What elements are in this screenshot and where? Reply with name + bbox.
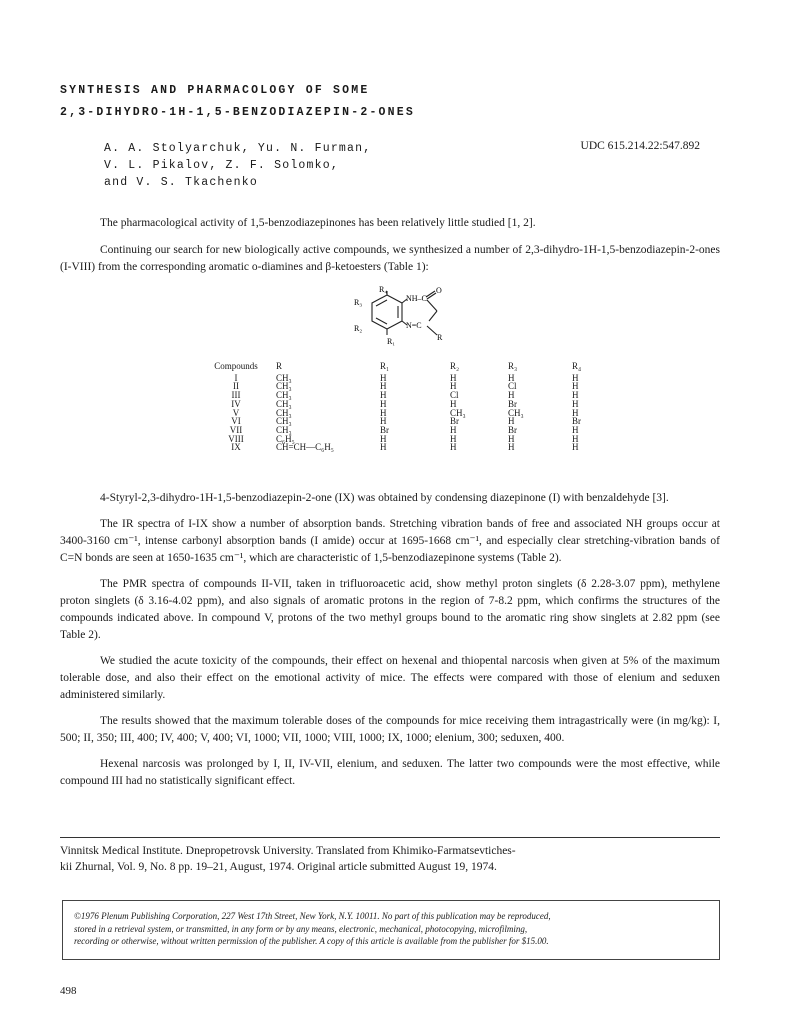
paragraph-8: Hexenal narcosis was prolonged by I, II, IV-VII, elenium, and seduxen. The latter two compounds were the most effective, while compound III had no statistically significant effect. [60, 758, 720, 787]
table-cell: H [380, 372, 387, 383]
table-cell: H [380, 416, 387, 427]
table-cell: H [380, 442, 387, 453]
table-cell: II [233, 381, 239, 392]
paragraph-4: The IR spectra of I-IX show a number of absorption bands. Stretching vibration bands of free and associated NH groups occur at 3400-3160 cm⁻¹, intense carbonyl absorption bands (I amide) occur at 1695-1668 cm⁻¹, and especially clear stretching-vibration bands of C=N bonds are seen at 1650-1635 cm⁻¹, which are characteristic of 1,5-benzodiazepinone systems (Table 2). [60, 518, 720, 564]
table-header: R₁ [380, 361, 390, 371]
author-line-2: V. L. Pikalov, Z. F. Solomko, [104, 159, 339, 172]
page-number: 498 [60, 985, 77, 997]
benzodiazepinone-structure [345, 283, 485, 347]
table-cell: IX [231, 442, 241, 453]
table-cell: H [380, 398, 387, 409]
table-cell: III [231, 390, 241, 401]
nh-label: NH–C [406, 294, 427, 303]
table-row [196, 382, 602, 391]
table-header: R₃ [508, 361, 518, 371]
table-cell: H [450, 442, 457, 453]
r2-label: R₂ [354, 324, 363, 333]
table-row [196, 409, 602, 418]
table-cell: CH₃ [276, 407, 292, 418]
table-row [196, 417, 602, 426]
table-row [196, 426, 602, 435]
table-cell: C₆H₅ [276, 433, 295, 444]
table-cell: H [572, 407, 579, 418]
table-cell: Br [380, 424, 389, 435]
table-cell: H [380, 390, 387, 401]
table-cell: H [450, 424, 457, 435]
paragraph-7: The results showed that the maximum tolerable doses of the compounds for mice receiving them intragastrically were (in mg/kg): I, 500; II, 350; III, 400; IV, 400; V, 400; VI, 1000; VII, 1000; VIII, 1000; IX, 1000; elenium, 300; seduxen, 400. [60, 715, 720, 744]
table-cell: H [572, 433, 579, 444]
table-cell: H [572, 381, 579, 392]
table-cell: Br [450, 416, 459, 427]
table-header: R [276, 361, 283, 371]
paragraph-6: We studied the acute toxicity of the compounds, their effect on hexenal and thiopental narcosis when given at 5% of the maximum tolerable dose, and also their effect on the emotional activity of mice. The effects were compared with those of elenium and seduxen administered similarly. [60, 655, 720, 701]
r3-label: R₃ [354, 298, 363, 307]
copyright-line-3: recording or otherwise, without written permission of the publisher. A copy of this article is available from the publisher for $15.00. [74, 936, 549, 946]
authors [104, 140, 371, 191]
author-line-1: A. A. Stolyarchuk, Yu. N. Furman, [104, 142, 372, 155]
paragraph-1: The pharmacological activity of 1,5-benzodiazepinones has been relatively little studied [1, 2]. [100, 217, 536, 229]
table-cell: Br [508, 424, 517, 435]
table-row [196, 400, 602, 409]
table-cell: CH₃ [276, 372, 292, 383]
author-line-3: and V. S. Tkachenko [104, 176, 258, 189]
table-cell: H [450, 381, 457, 392]
table-header: Compounds [214, 361, 258, 371]
table-row [196, 391, 602, 400]
table-cell: H [572, 398, 579, 409]
intro-paragraphs [60, 215, 720, 276]
table-cell: H [450, 372, 457, 383]
table-cell: H [450, 398, 457, 409]
table-header: R₂ [450, 361, 460, 371]
table-cell: IV [231, 398, 241, 409]
table-header-row [196, 362, 602, 374]
table-cell: H [380, 381, 387, 392]
table-cell: VII [229, 424, 243, 435]
table-cell: Cl [508, 381, 517, 392]
r-label: R [437, 333, 443, 342]
copyright-line-1: ©1976 Plenum Publishing Corporation, 227 West 17th Street, New York, N.Y. 10011. No part of this publication may be reproduced, [74, 911, 551, 921]
nc-label: N=C [406, 321, 422, 330]
table-row [196, 443, 602, 452]
table-cell: H [508, 442, 515, 453]
table-cell: H [572, 372, 579, 383]
body-paragraphs [60, 490, 720, 790]
table-cell: CH₃ [276, 424, 292, 435]
table-cell: CH₃ [276, 390, 292, 401]
copyright-notice [74, 910, 710, 948]
table-cell: CH₃ [508, 407, 524, 418]
table-cell: H [572, 442, 579, 453]
table-cell: VI [231, 416, 241, 427]
paragraph-3: 4-Styryl-2,3-dihydro-1H-1,5-benzodiazepin-2-one (IX) was obtained by condensing diazepinone (I) with benzaldehyde [3]. [100, 492, 669, 504]
r4-label: R₄ [379, 285, 388, 294]
table-cell: H [572, 390, 579, 401]
copyright-line-2: stored in a retrieval system, or transmitted, in any form or by any means, electronic, mechanical, photocopying, microfilming, [74, 923, 528, 934]
table-cell: H [508, 372, 515, 383]
table-cell: H [572, 424, 579, 435]
table-cell: CH₃ [450, 407, 466, 418]
table-cell: V [232, 407, 240, 418]
table-row [196, 374, 602, 383]
affiliation-footnote [60, 843, 720, 875]
oxygen-label: O [436, 286, 442, 295]
r1-label: R₁ [387, 337, 396, 346]
table-cell: CH₃ [276, 381, 292, 392]
table-cell: H [380, 407, 387, 418]
table-cell: H [508, 433, 515, 444]
table-header: R₄ [572, 361, 582, 371]
compounds-table [196, 362, 602, 452]
table-cell: I [234, 372, 238, 383]
table-cell: H [508, 390, 515, 401]
table-cell: H [380, 433, 387, 444]
table-cell: CH=CH—C₆H₅ [276, 442, 334, 453]
footnote-line-2: kii Zhurnal, Vol. 9, No. 8 pp. 19–21, August, 1974. Original article submitted August 19, 1974. [60, 861, 497, 873]
title-line-1: SYNTHESIS AND PHARMACOLOGY OF SOME [60, 84, 370, 97]
udc-code: UDC 615.214.22:547.892 [580, 140, 700, 152]
footnote-line-1: Vinnitsk Medical Institute. Dnepropetrovsk University. Translated from Khimiko-Farmatsevtiches- [60, 845, 516, 857]
paragraph-2: Continuing our search for new biologically active compounds, we synthesized a number of 2,3-dihydro-1H-1,5-benzodiazepin-2-ones (I-VIII) from the corresponding aromatic o-diamines and β-ketoesters (Table 1): [60, 244, 720, 273]
footer-divider [60, 837, 720, 838]
title-line-2: 2,3-DIHYDRO-1H-1,5-BENZODIAZEPIN-2-ONES [60, 106, 415, 119]
table-cell: CH₃ [276, 398, 292, 409]
paragraph-5: The PMR spectra of compounds II-VII, taken in trifluoroacetic acid, show methyl proton singlets (δ 2.28-3.07 ppm), methylene proton singlets (δ 3.16-4.02 ppm), and also signals of aromatic protons in the region of 7-8.2 ppm, which confirms the structures of the compounds indicated above. In compound V, protons of the two methyl groups bound to the aromatic ring show singlets at 2.82 ppm (see Table 2). [60, 578, 720, 641]
table-cell: H [508, 416, 515, 427]
table-cell: Br [572, 416, 581, 427]
table-cell: Cl [450, 390, 459, 401]
table-cell: H [450, 433, 457, 444]
table-cell: VIII [228, 433, 244, 444]
table-cell: Br [508, 398, 517, 409]
table-cell: CH₃ [276, 416, 292, 427]
table-row [196, 435, 602, 444]
